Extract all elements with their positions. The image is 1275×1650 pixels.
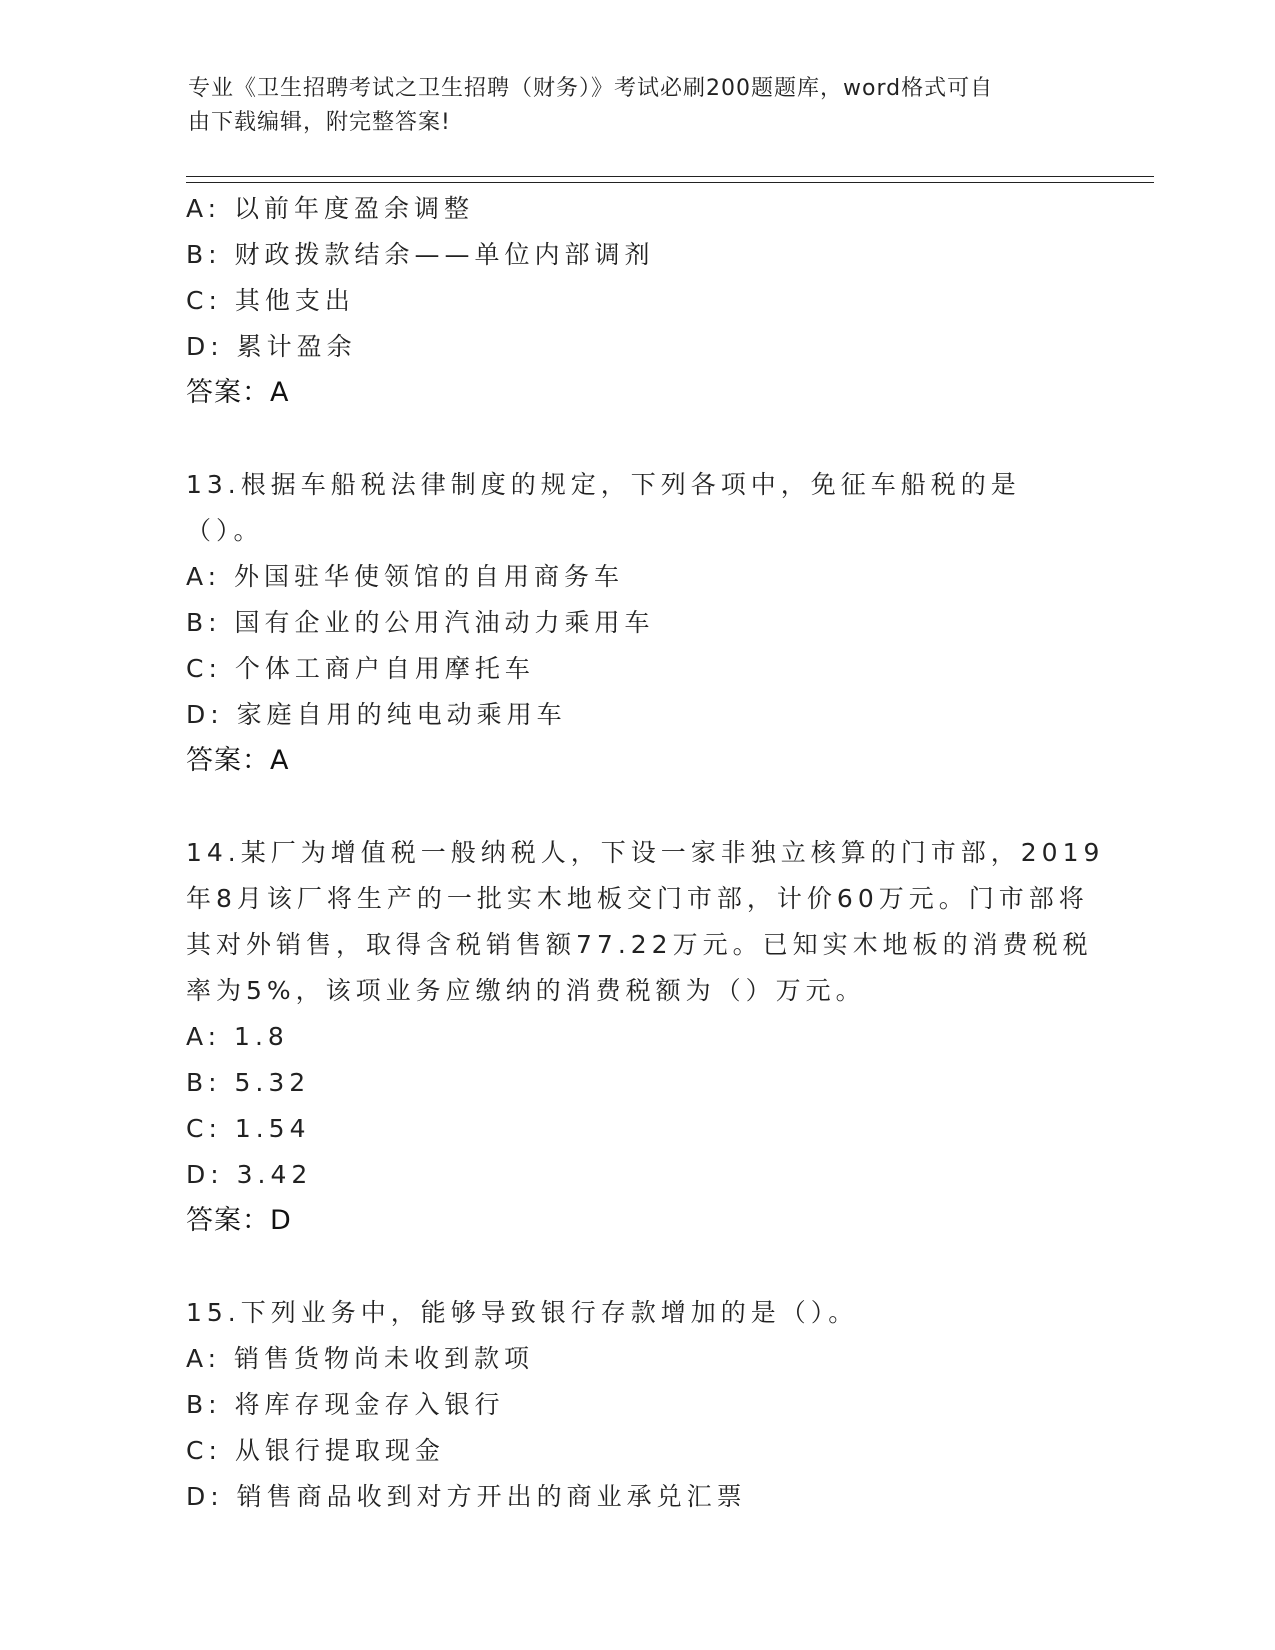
question-stem-line-4: 率为5%，该项业务应缴纳的消费税额为（）万元。: [186, 976, 866, 1005]
answer-label: 答案：A: [186, 745, 290, 776]
header-line-2: 由下载编辑，附完整答案!: [188, 110, 451, 135]
option-b: B: 5.32: [186, 1068, 311, 1097]
question-stem-line-3: 其对外销售，取得含税销售额77.22万元。已知实木地板的消费税税: [186, 930, 1093, 959]
question-13: [186, 462, 1086, 784]
header-line-1: 专业《卫生招聘考试之卫生招聘（财务）》考试必刷200题题库，word格式可自: [188, 76, 994, 101]
option-d: D: 累计盈余: [186, 332, 357, 361]
option-b: B: 国有企业的公用汽油动力乘用车: [186, 608, 655, 637]
answer-label: 答案：D: [186, 1205, 292, 1236]
option-d: D: 家庭自用的纯电动乘用车: [186, 700, 567, 729]
question-stem-line-2: 年8月该厂将生产的一批实木地板交门市部，计价60万元。门市部将: [186, 884, 1089, 913]
option-c: C: 从银行提取现金: [186, 1436, 445, 1465]
option-d: D: 销售商品收到对方开出的商业承兑汇票: [186, 1482, 747, 1511]
option-a: A: 1.8: [186, 1022, 289, 1051]
option-a: A: 外国驻华使领馆的自用商务车: [186, 562, 625, 591]
question-stem: 13.根据车船税法律制度的规定，下列各项中，免征车船税的是（）。: [186, 470, 1021, 545]
question-12: [186, 186, 1086, 416]
question-stem-line-1: 14.某厂为增值税一般纳税人，下设一家非独立核算的门市部，2019: [186, 838, 1105, 867]
question-list: [186, 186, 1105, 1520]
question-stem: 15.下列业务中，能够导致银行存款增加的是（）。: [186, 1298, 859, 1327]
option-d: D: 3.42: [186, 1160, 313, 1189]
option-a: A: 销售货物尚未收到款项: [186, 1344, 535, 1373]
question-14: [186, 830, 1105, 1244]
document-header: [188, 72, 1088, 140]
header-divider-bottom: [186, 182, 1154, 183]
option-b: B: 财政拨款结余——单位内部调剂: [186, 240, 655, 269]
header-divider-top: [186, 176, 1154, 177]
option-b: B: 将库存现金存入银行: [186, 1390, 505, 1419]
option-c: C: 其他支出: [186, 286, 355, 315]
option-a: A: 以前年度盈余调整: [186, 194, 475, 223]
option-c: C: 1.54: [186, 1114, 311, 1143]
option-c: C: 个体工商户自用摩托车: [186, 654, 535, 683]
answer-label: 答案：A: [186, 377, 290, 408]
question-15: [186, 1290, 1086, 1520]
